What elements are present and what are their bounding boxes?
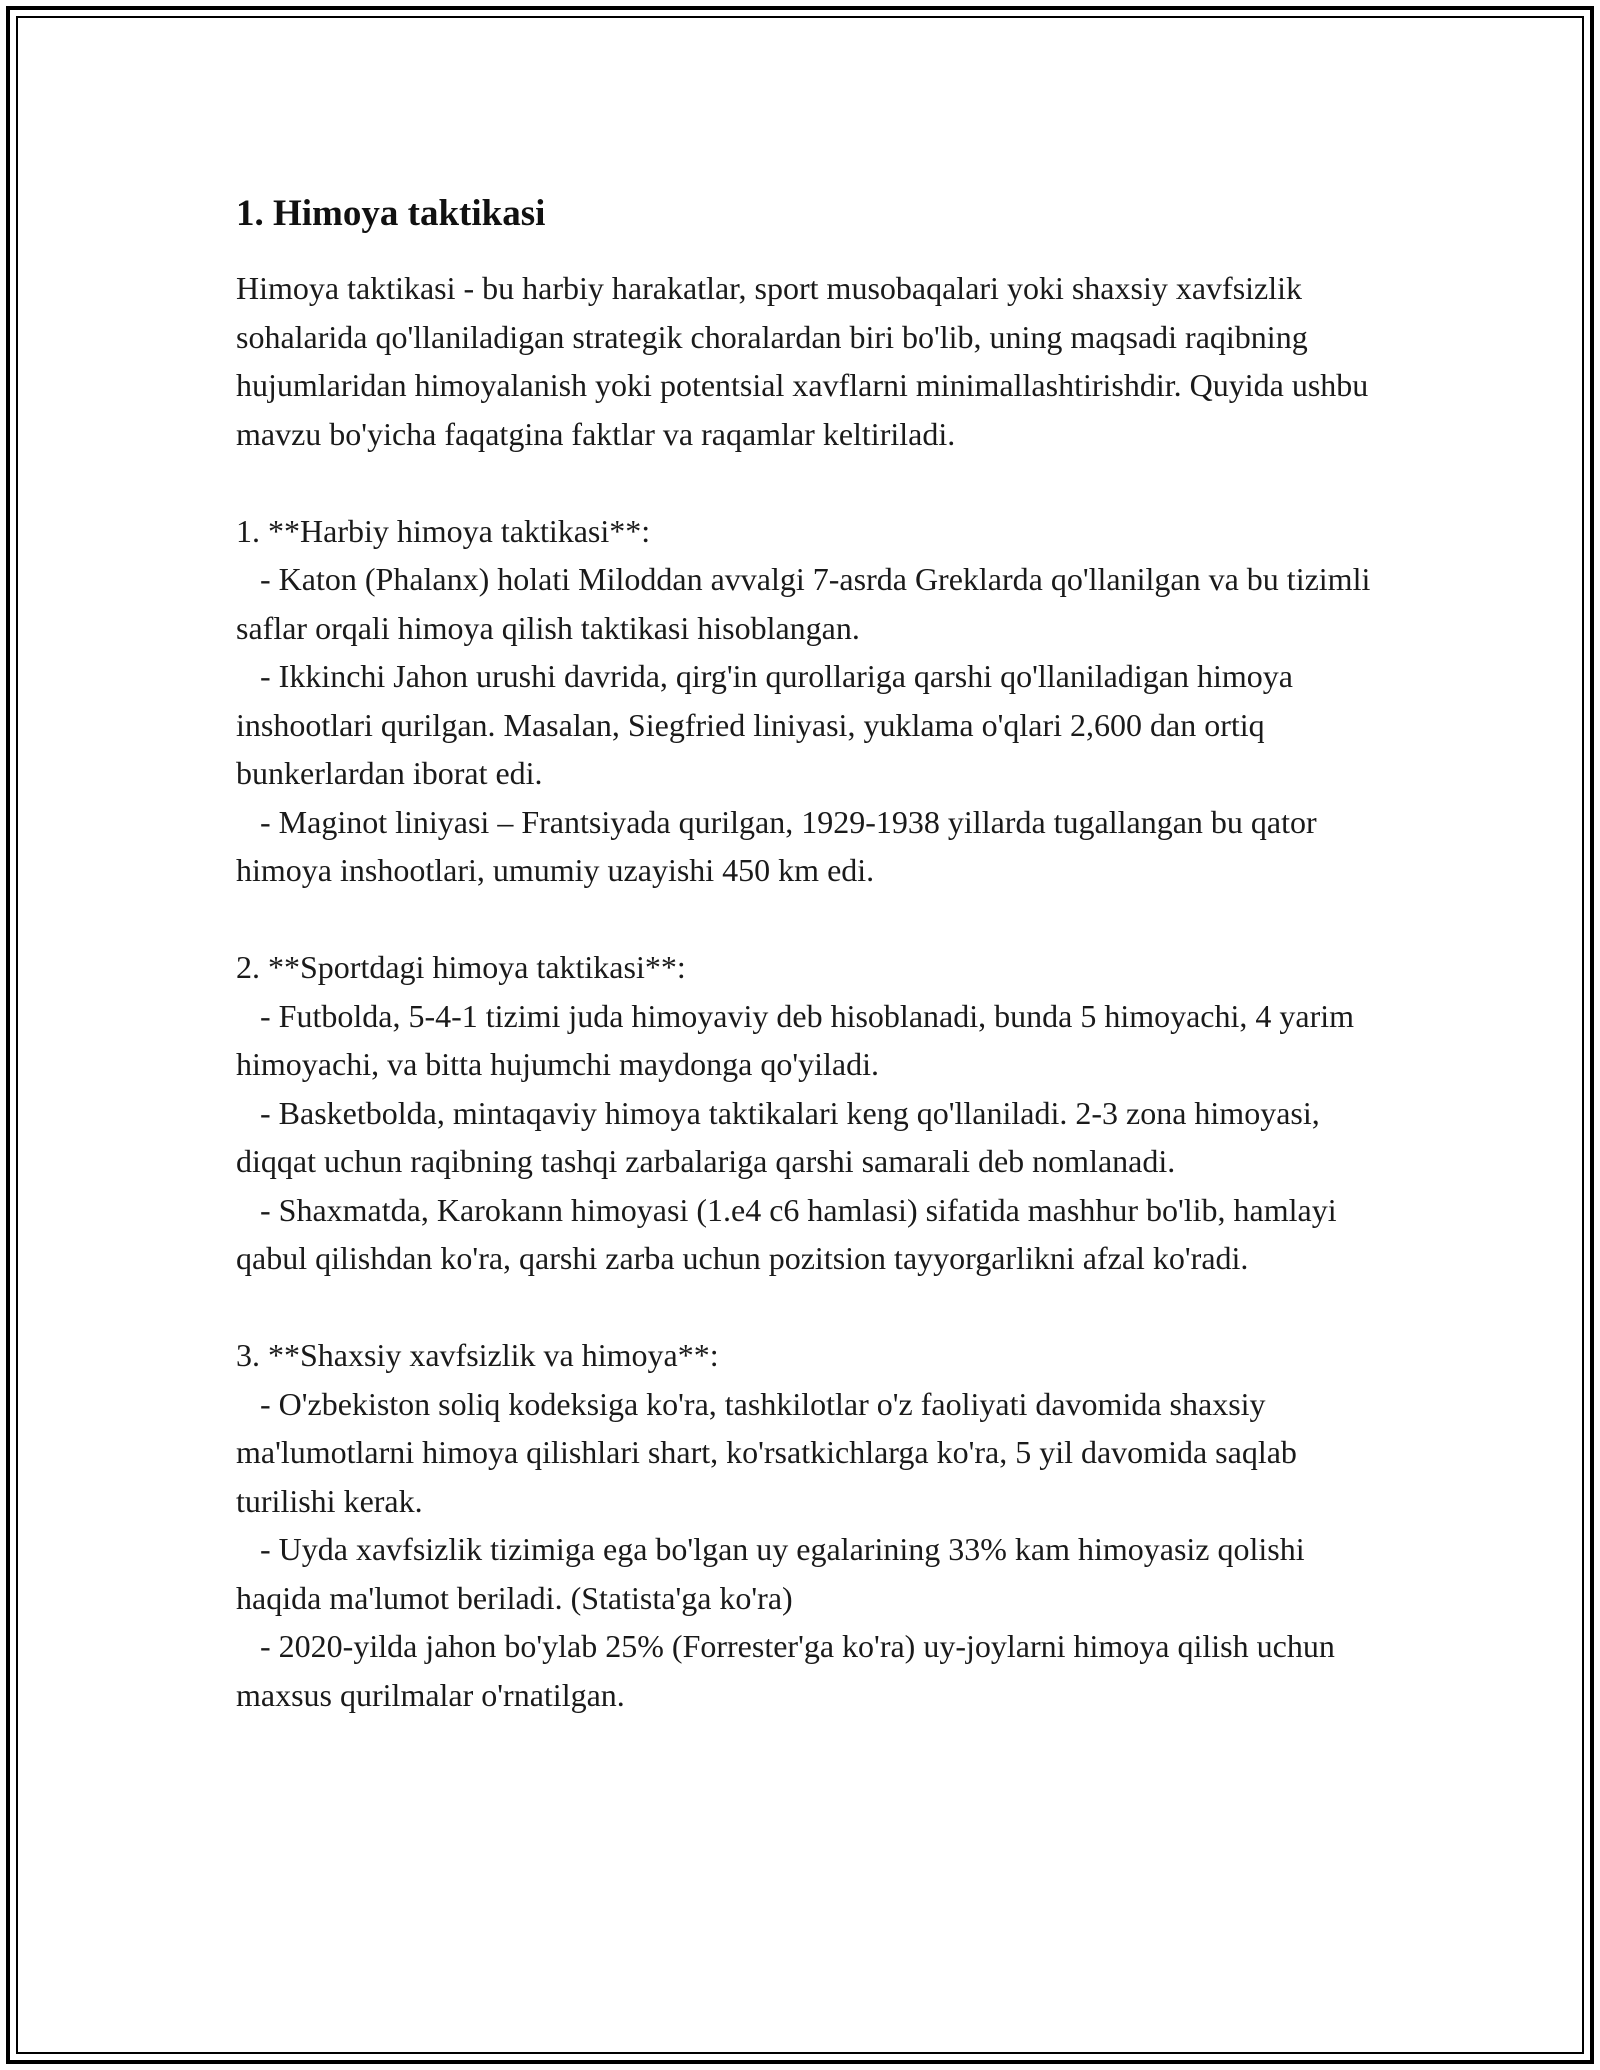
section-title: 2. **Sportdagi himoya taktikasi**: — [236, 949, 686, 985]
section-personal-security — [236, 1331, 1376, 1719]
list-item: - Basketbolda, mintaqaviy himoya taktikalari keng qo'llaniladi. 2-3 zona himoyasi, diqqat uchun raqibning tashqi zarbalariga qarshi samarali deb nomlanadi. — [236, 1094, 1328, 1179]
list-item: - Ikkinchi Jahon urushi davrida, qirg'in qurollariga qarshi qo'llaniladigan himoya inshootlari qurilgan. Masalan, Siegfried liniyasi, yuklama o'qlari 2,600 dan ortiq bunkerlardan iborat edi. — [236, 658, 1301, 791]
section-military — [236, 507, 1379, 895]
section-title: 1. **Harbiy himoya taktikasi**: — [236, 512, 651, 549]
list-item: - 2020-yilda jahon bo'ylab 25% (Forrester'ga ko'ra) uy-joylarni himoya qilish uchun maxsus qurilmalar o'rnatilgan. — [236, 1628, 1343, 1713]
document-body — [236, 186, 1379, 1719]
section-sport — [236, 943, 1376, 1283]
list-item: - Futbolda, 5-4-1 tizimi juda himoyaviy deb hisoblanadi, bunda 5 himoyachi, 4 yarim himoyachi, va bitta hujumchi maydonga qo'yiladi. — [236, 997, 1363, 1082]
list-item: - Uyda xavfsizlik tizimiga ega bo'lgan uy egalarining 33% kam himoyasiz qolishi haqida ma'lumot beriladi. (Statista'ga ko'ra) — [236, 1531, 1313, 1616]
list-item: - Shaxmatda, Karokann himoyasi (1.e4 c6 hamlasi) sifatida mashhur bo'lib, hamlayi qabul qilishdan ko'ra, qarshi zarba uchun pozitsion tayyorgarlikni afzal ko'radi. — [236, 1191, 1345, 1276]
list-item: - Katon (Phalanx) holati Miloddan avvalgi 7-asrda Greklarda qo'llanilgan va bu tizimli saflar orqali himoya qilish taktikasi hisoblangan. — [236, 561, 1379, 646]
intro-paragraph: Himoya taktikasi - bu harbiy harakatlar, sport musobaqalari yoki shaxsiy xavfsizlik sohalarida qo'llaniladigan strategik choralardan biri bo'lib, uning maqsadi raqibning hujumlaridan himoyalanish yoki potentsial xavflarni minimallashtirishdir. Quyida ushbu mavzu bo'yicha faqatgina faktlar va raqamlar keltiriladi. — [236, 270, 1369, 452]
list-item: - O'zbekiston soliq kodeksiga ko'ra, tashkilotlar o'z faoliyati davomida shaxsiy ma'lumotlarni himoya qilishlari shart, ko'rsatkichlarga ko'ra, 5 yil davomida saqlab turilishi kerak. — [236, 1385, 1305, 1519]
document-heading: 1. Himoya taktikasi — [236, 193, 546, 234]
list-item: - Maginot liniyasi – Frantsiyada qurilgan, 1929-1938 yillarda tugallangan bu qator himoya inshootlari, umumiy uzayishi 450 km edi. — [236, 803, 1325, 888]
section-title: 3. **Shaxsiy xavfsizlik va himoya**: — [236, 1337, 719, 1373]
